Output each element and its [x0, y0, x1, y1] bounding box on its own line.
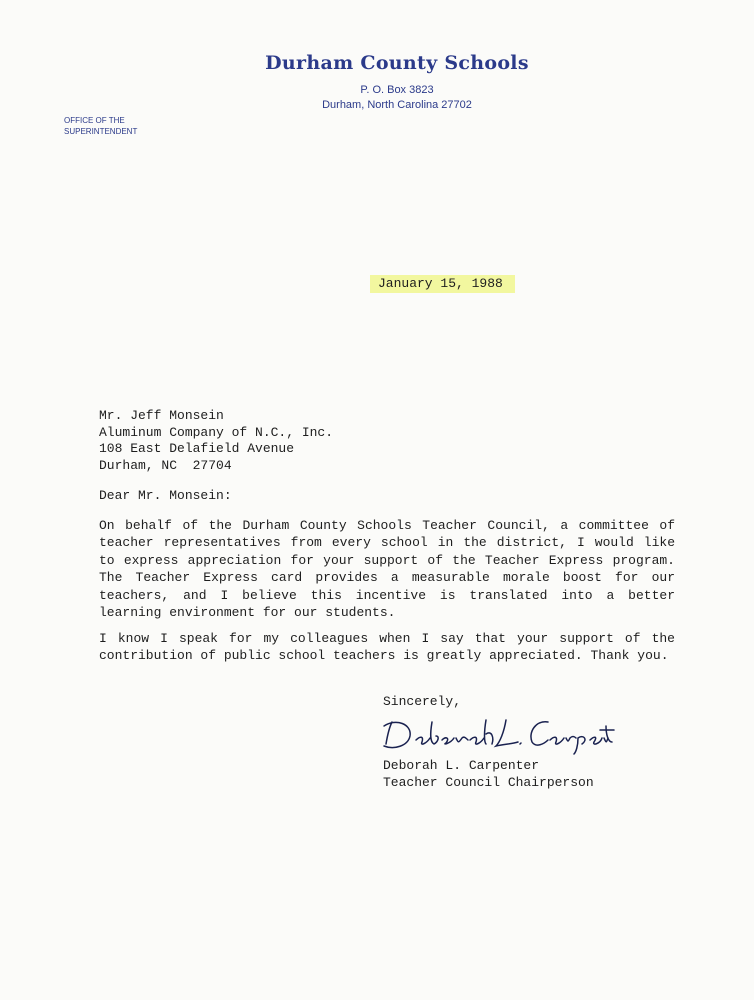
letterhead-city: Durham, North Carolina 27702	[322, 99, 472, 111]
closing: Sincerely,	[383, 694, 462, 709]
signer-title: Teacher Council Chairperson	[383, 774, 594, 790]
handwritten-signature	[378, 712, 618, 756]
office-line-2: SUPERINTENDENT	[64, 127, 138, 136]
body-paragraph-2: I know I speak for my colleagues when I say that your support of the contribution of public school teachers is greatly appreciated. Thank you.	[99, 631, 675, 664]
letter-date: January 15, 1988	[370, 275, 515, 293]
signer-name: Deborah L. Carpenter	[383, 758, 540, 773]
office-line-1: OFFICE OF THE	[64, 116, 125, 125]
recipient-address	[99, 408, 333, 474]
office-of-superintendent	[64, 115, 184, 137]
recipient-line-4: Durham, NC 27704	[99, 457, 232, 473]
body-paragraph-1: On behalf of the Durham County Schools Teacher Council, a committee of teacher representatives from every school in the district, I would like to express appreciation for your support of the Teacher Express program. The Teacher Express card provides a measurable morale boost for our teachers, and I believe this incentive is translated into a better learning environment for our students.	[99, 518, 675, 621]
letterhead-po-box: P. O. Box 3823	[360, 84, 434, 96]
signer-block	[383, 758, 594, 791]
letterhead-name: Durham County Schools	[265, 52, 529, 74]
recipient-line-2: Aluminum Company of N.C., Inc.	[99, 424, 334, 440]
recipient-line-1: Mr. Jeff Monsein	[99, 408, 224, 423]
salutation: Dear Mr. Monsein:	[99, 488, 232, 503]
recipient-line-3: 108 East Delafield Avenue	[99, 441, 295, 456]
